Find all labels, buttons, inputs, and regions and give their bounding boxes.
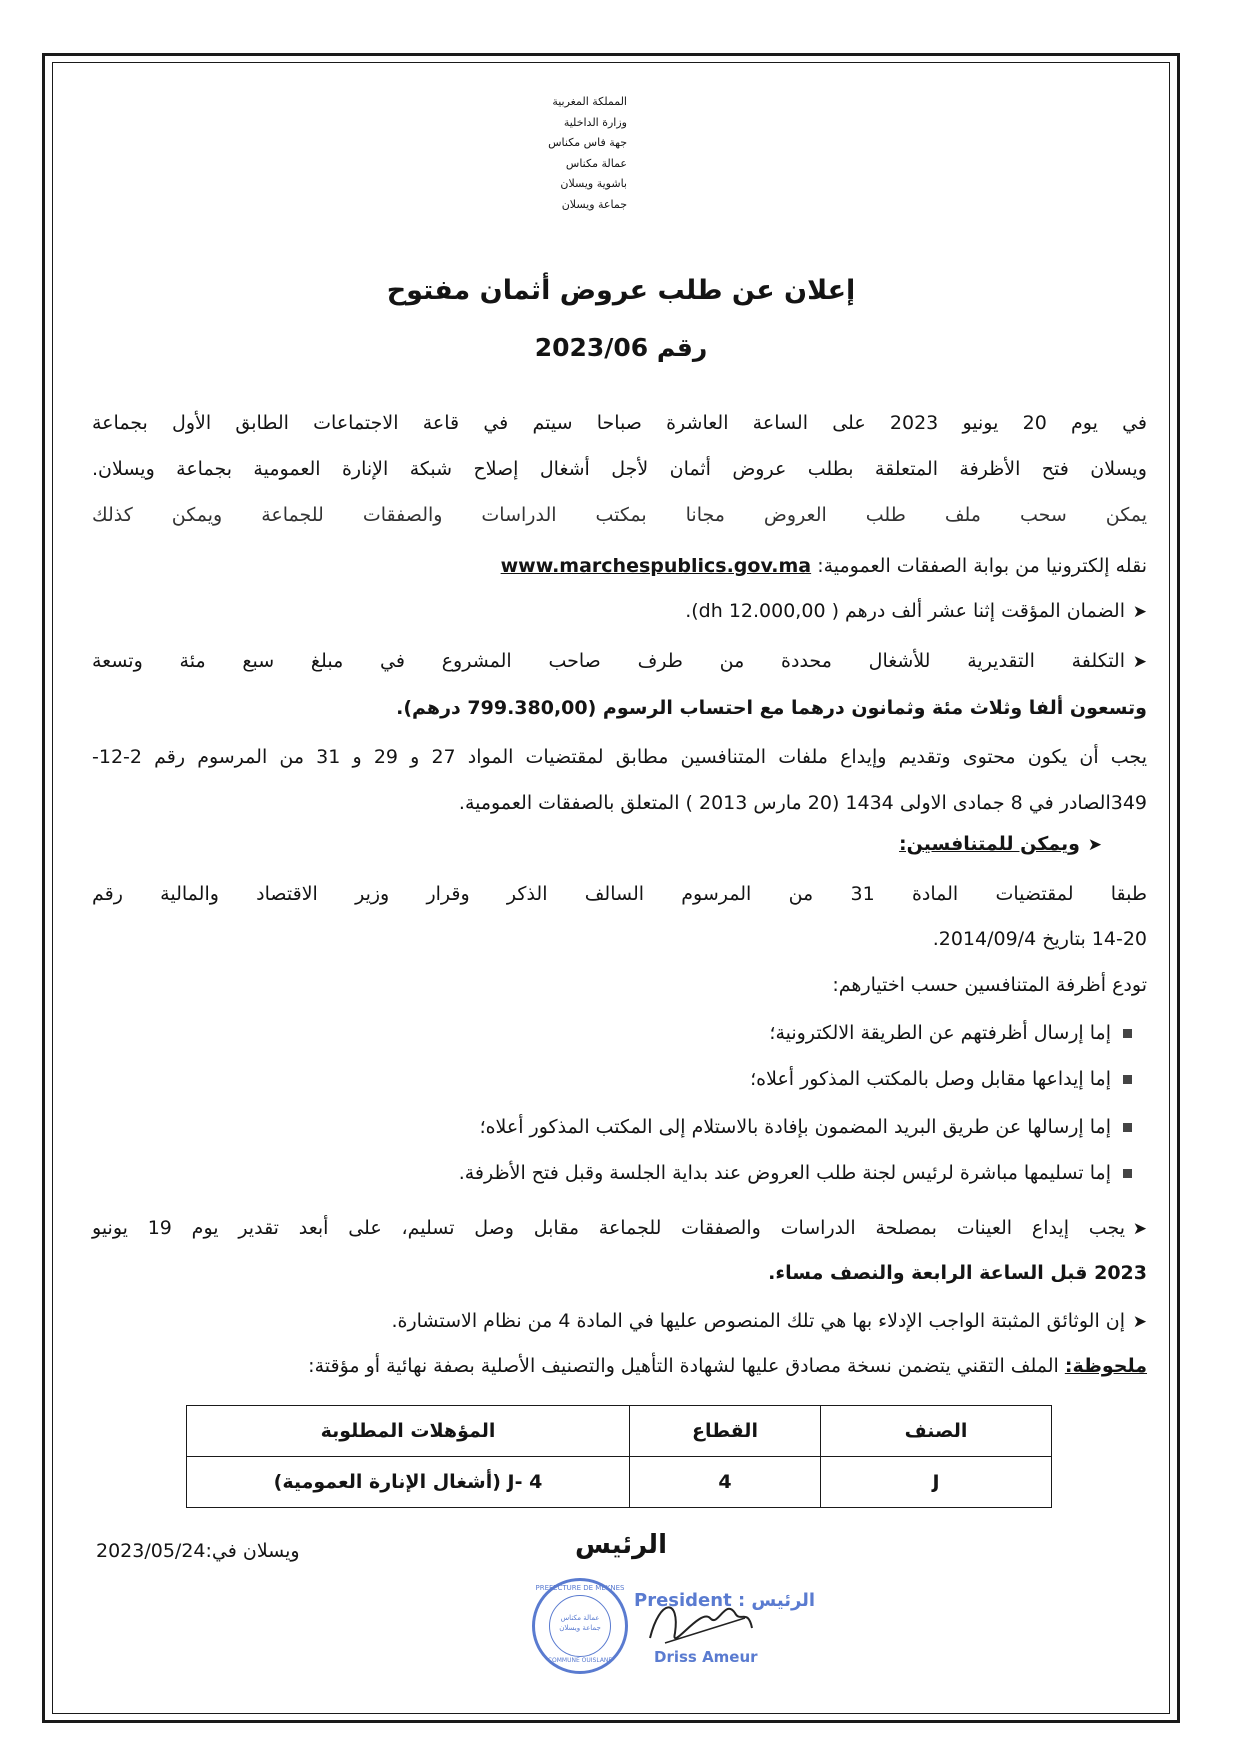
table-cell: J bbox=[821, 1457, 1052, 1508]
intro-line-1: في يوم 20 يونيو 2023 على الساعة العاشرة صباحا سيتم في قاعة الاجتماعات الطابق الأول بجماعة bbox=[92, 412, 1147, 434]
arrow-icon: ➤ bbox=[1132, 602, 1147, 622]
signature-title: President : الرئيس bbox=[634, 1590, 816, 1611]
content-rule-line-1: يجب أن يكون محتوى وتقديم وإيداع ملفات المتنافسين مطابق لمقتضيات المواد 27 و 29 و 31 من المرسوم رقم 2-12- bbox=[92, 746, 1147, 768]
table-header: الصنف bbox=[821, 1406, 1052, 1457]
samples-line-2: 2023 قبل الساعة الرابعة والنصف مساء. bbox=[768, 1262, 1147, 1284]
arrow-icon: ➤ bbox=[1087, 835, 1102, 855]
square-bullet-icon bbox=[1123, 1029, 1132, 1038]
stamp-bottom: COMMUNE OUISLANE bbox=[547, 1657, 613, 1664]
square-bullet-icon bbox=[1123, 1169, 1132, 1178]
document-number: رقم 2023/06 bbox=[534, 333, 708, 362]
deposit-option: إما تسليمها مباشرة لرئيس لجنة طلب العروض عند بداية الجلسة وقبل فتح الأظرفة. bbox=[459, 1162, 1132, 1184]
stamp-text: PREFECTURE DE MEKNES bbox=[535, 1584, 625, 1592]
samples-line-1: ➤يجب إيداع العينات بمصلحة الدراسات والصفقات للجماعة مقابل وصل تسليم، على أبعد تقدير يوم 19 يونيو bbox=[92, 1217, 1147, 1239]
official-stamp bbox=[532, 1578, 628, 1674]
arrow-icon: ➤ bbox=[1132, 652, 1147, 672]
letterhead-line: وزارة الداخلية bbox=[563, 115, 627, 129]
documents-item: ➤إن الوثائق المثبتة الواجب الإدلاء بها هي تلك المنصوص عليها في المادة 4 من نظام الاستشارة. bbox=[391, 1310, 1147, 1332]
arrow-icon: ➤ bbox=[1132, 1312, 1147, 1332]
qualifications-table bbox=[186, 1405, 1052, 1508]
intro-line-4 bbox=[501, 555, 1147, 577]
handwritten-signature bbox=[640, 1588, 760, 1658]
stamp-center: عمالة مكناس جماعة ويسلان bbox=[559, 1614, 601, 1632]
competitors-line-1: طبقا لمقتضيات المادة 31 من المرسوم السالف الذكر وقرار وزير الاقتصاد والمالية رقم bbox=[92, 883, 1147, 905]
table-header-row bbox=[187, 1406, 1052, 1457]
estimate-line-1: ➤التكلفة التقديرية للأشغال محددة من طرف صاحب المشروع في مبلغ سبع مئة وتسعة bbox=[92, 650, 1147, 672]
table-row bbox=[187, 1457, 1052, 1508]
letterhead-line: جماعة ويسلان bbox=[561, 197, 627, 211]
intro-line-3: يمكن سحب ملف طلب العروض مجانا بمكتب الدراسات والصفقات للجماعة ويمكن كذلك bbox=[92, 504, 1147, 526]
letterhead-line: عمالة مكناس bbox=[565, 156, 627, 170]
square-bullet-icon bbox=[1123, 1123, 1132, 1132]
table-cell: 4 bbox=[630, 1457, 821, 1508]
note-label: ملحوظة: bbox=[1064, 1355, 1147, 1377]
letterhead-line: المملكة المغربية bbox=[552, 95, 627, 108]
deposit-option: إما إيداعها مقابل وصل بالمكتب المذكور أعلاه؛ bbox=[750, 1068, 1132, 1090]
competitors-line-2: 14-20 بتاريخ 2014/09/4. bbox=[932, 928, 1147, 950]
competitors-heading: ➤ويمكن للمتنافسين: bbox=[899, 833, 1102, 855]
guarantee-item bbox=[685, 600, 1147, 622]
signature-name: Driss Ameur bbox=[654, 1648, 758, 1666]
president-title: الرئيس bbox=[575, 1530, 667, 1560]
arrow-icon: ➤ bbox=[1132, 1219, 1147, 1239]
estimate-line-2: وتسعون ألفا وثلاث مئة وثمانون درهما مع احتساب الرسوم (799.380,00 درهم). bbox=[396, 697, 1147, 719]
letterhead-line: جهة فاس مكناس bbox=[548, 136, 627, 149]
document-title: إعلان عن طلب عروض أثمان مفتوح bbox=[386, 275, 856, 306]
table-header: القطاع bbox=[630, 1406, 821, 1457]
portal-label: نقله إلكترونيا من بوابة الصفقات العمومية: bbox=[817, 555, 1147, 577]
deposit-option: إما إرسالها عن طريق البريد المضمون بإفادة بالاستلام إلى المكتب المذكور أعلاه؛ bbox=[480, 1116, 1132, 1138]
intro-line-2: ويسلان فتح الأظرفة المتعلقة بطلب عروض أثمان لأجل أشغال إصلاح شبكة الإنارة العمومية بجماعة ويسلان. bbox=[92, 458, 1147, 480]
square-bullet-icon bbox=[1123, 1075, 1132, 1084]
deposit-intro: تودع أظرفة المتنافسين حسب اختيارهم: bbox=[832, 974, 1147, 996]
note-text: الملف التقني يتضمن نسخة مصادق عليها لشهادة التأهيل والتصنيف الأصلية بصفة نهائية أو مؤقتة: bbox=[308, 1355, 1065, 1377]
content-rule-line-2: 349الصادر في 8 جمادى الاولى 1434 (20 مارس 2013 ) المتعلق بالصفقات العمومية. bbox=[458, 792, 1147, 814]
table-header: المؤهلات المطلوبة bbox=[187, 1406, 630, 1457]
guarantee-text: الضمان المؤقت إثنا عشر ألف درهم ( 12.000,00 dh). bbox=[685, 600, 1125, 622]
portal-link[interactable]: www.marchespublics.gov.ma bbox=[500, 555, 812, 577]
letterhead bbox=[467, 92, 627, 215]
note bbox=[308, 1355, 1147, 1377]
letterhead-line: باشوية ويسلان bbox=[560, 177, 627, 190]
place-date: ويسلان في:2023/05/24 bbox=[96, 1540, 300, 1562]
table-cell: J- 4 (أشغال الإنارة العمومية) bbox=[187, 1457, 630, 1508]
deposit-option: إما إرسال أظرفتهم عن الطريقة الالكترونية؛ bbox=[769, 1022, 1132, 1044]
